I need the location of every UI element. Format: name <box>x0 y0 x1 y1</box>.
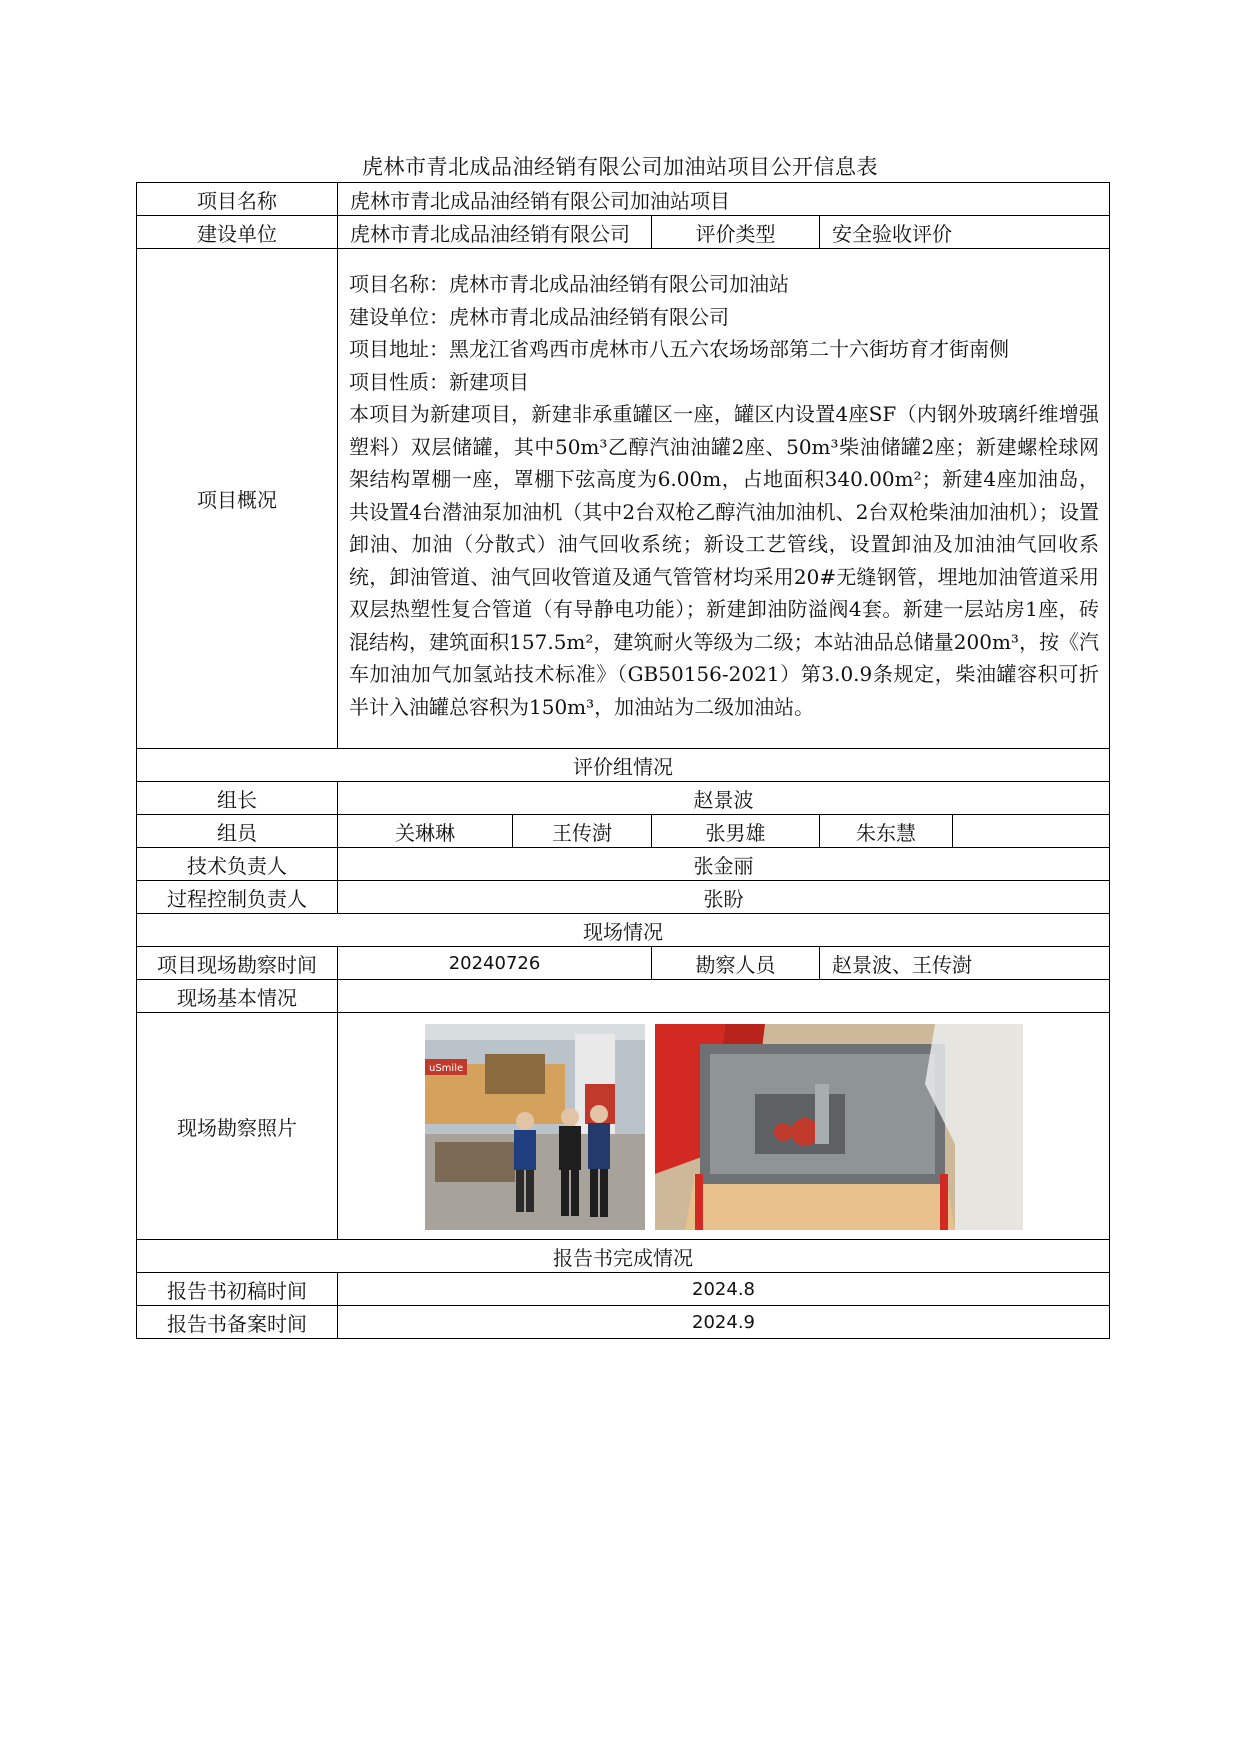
project-name-value: 虎林市青北成品油经销有限公司加油站项目 <box>338 183 1110 216</box>
site-photo-valve-box <box>655 1024 1023 1230</box>
sign-text: uSmile <box>428 1063 463 1074</box>
site-basic-label: 现场基本情况 <box>137 980 338 1013</box>
site-photo-valve-box-image <box>655 1024 1023 1230</box>
site-section-header: 现场情况 <box>137 914 1110 947</box>
tech-lead-value: 张金丽 <box>338 848 1110 881</box>
overview-description: 本项目为新建项目，新建非承重罐区一座，罐区内设置4座SF（内钢外玻璃纤维增强塑料）双层储罐，其中50m³乙醇汽油油罐2座、50m³柴油储罐2座；新建螺栓球网架结构罩棚一座，罩棚下弦高度为6.00m，占地面积340.00m²；新建4座加油岛，共设置4台潜油泵加油机（其中2台双枪乙醇汽油加油机、2台双枪柴油加油机）；设置卸油、加油（分散式）油气回收系统；新设工艺管线，设置卸油及加油油气回收系统，卸油管道、油气回收管道及通气管管材均采用20#无缝钢管，埋地加油管道采用双层热塑性复合管道（有导静电功能）；新建卸油防溢阀4套。新建一层站房1座，砖混结构，建筑面积157.5m²，建筑耐火等级为二级；本站油品总储量200m³，按《汽车加油加气加氢站技术标准》（GB50156-2021）第3.0.9条规定，柴油罐容积可折半计入油罐总容积为150m³，加油站为二级加油站。 <box>349 402 1100 719</box>
site-photos-cell <box>338 1013 1110 1240</box>
overview-label: 项目概况 <box>137 249 338 749</box>
member-cell: 关琳琳 <box>338 815 513 848</box>
process-lead-value: 张盼 <box>338 881 1110 914</box>
draft-time-label: 报告书初稿时间 <box>137 1273 338 1306</box>
site-photo-people <box>425 1024 645 1230</box>
tech-lead-label: 技术负责人 <box>137 848 338 881</box>
photos-row <box>338 1022 1109 1230</box>
member-cell: 朱东慧 <box>820 815 953 848</box>
overview-content <box>338 249 1110 749</box>
project-name-label: 项目名称 <box>137 183 338 216</box>
builder-label: 建设单位 <box>137 216 338 249</box>
leader-label: 组长 <box>137 782 338 815</box>
eval-type-value: 安全验收评价 <box>820 216 1110 249</box>
process-lead-label: 过程控制负责人 <box>137 881 338 914</box>
survey-time-label: 项目现场勘察时间 <box>137 947 338 980</box>
team-section-header: 评价组情况 <box>137 749 1110 782</box>
member-cell <box>953 815 1110 848</box>
survey-time-value: 20240726 <box>338 947 652 980</box>
info-table <box>136 182 1110 1339</box>
site-basic-value <box>338 980 1110 1013</box>
overview-line: 项目性质：新建项目 <box>349 369 529 394</box>
overview-line: 项目地址：黑龙江省鸡西市虎林市八五六农场场部第二十六街坊育才街南侧 <box>349 337 1009 361</box>
page-title: 虎林市青北成品油经销有限公司加油站项目公开信息表 <box>362 155 878 179</box>
eval-type-label: 评价类型 <box>652 216 820 249</box>
filing-time-value: 2024.9 <box>338 1306 1110 1339</box>
member-cell: 王传澍 <box>513 815 652 848</box>
leader-value: 赵景波 <box>338 782 1110 815</box>
builder-value: 虎林市青北成品油经销有限公司 <box>338 216 652 249</box>
site-photos-label: 现场勘察照片 <box>137 1013 338 1240</box>
surveyors-value: 赵景波、王传澍 <box>820 947 1110 980</box>
filing-time-label: 报告书备案时间 <box>137 1306 338 1339</box>
overview-line: 项目名称：虎林市青北成品油经销有限公司加油站 <box>349 272 789 296</box>
members-label: 组员 <box>137 815 338 848</box>
overview-line: 建设单位：虎林市青北成品油经销有限公司 <box>349 304 729 329</box>
member-cell: 张男雄 <box>652 815 820 848</box>
report-section-header: 报告书完成情况 <box>137 1240 1110 1273</box>
surveyors-label: 勘察人员 <box>652 947 820 980</box>
site-photo-people-image <box>425 1024 645 1230</box>
draft-time-value: 2024.8 <box>338 1273 1110 1306</box>
